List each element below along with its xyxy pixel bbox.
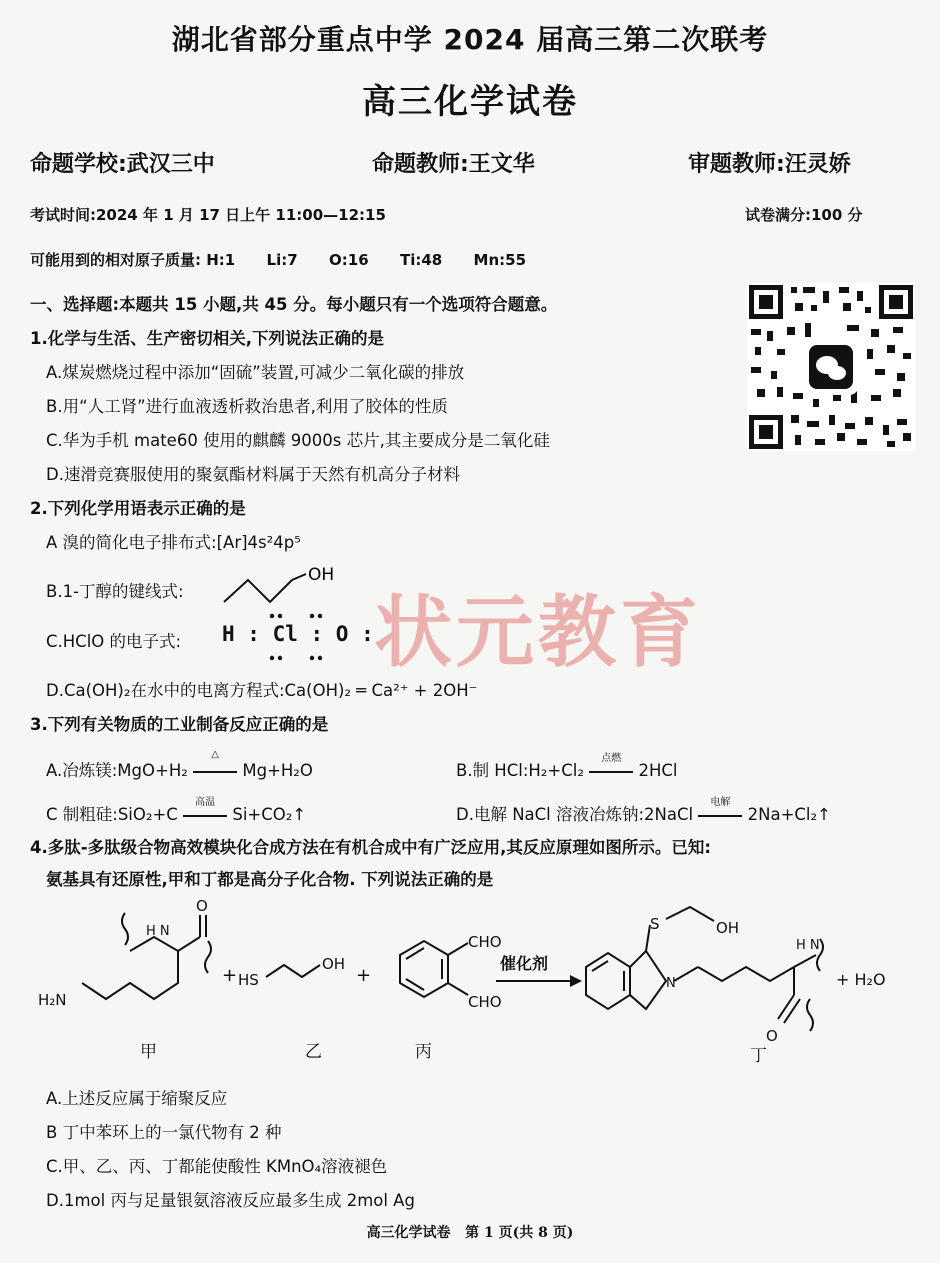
catalyst-label: 催化剂 bbox=[500, 954, 549, 973]
paper-subtitle: 高三化学试卷 bbox=[362, 82, 578, 122]
section-heading: 一、选择题:本题共 15 小题,共 45 分。每小题只有一个选项符合题意。 bbox=[30, 295, 558, 314]
q2-option-a: A 溴的简化电子排布式:[Ar]4s²4p⁵ bbox=[46, 533, 301, 552]
q2-stem: 2.下列化学用语表示正确的是 bbox=[30, 499, 246, 518]
lone-pair-dots bbox=[250, 612, 340, 662]
q3-option-a: A.冶炼镁:MgO+H₂ △ Mg+H₂O bbox=[46, 749, 313, 780]
compound-ding bbox=[586, 907, 823, 1031]
compound-yi bbox=[266, 965, 320, 977]
label-ding: 丁 bbox=[750, 1046, 767, 1066]
reaction-arrow bbox=[570, 975, 582, 987]
n-label: N bbox=[666, 976, 676, 991]
plus-1: + bbox=[222, 965, 238, 986]
watermark: 状元教育 bbox=[374, 588, 703, 678]
reviewer: 审题教师:汪灵娇 bbox=[688, 152, 851, 177]
exam-title: 湖北省部分重点中学 2024 届高三第二次联考 bbox=[171, 23, 769, 56]
nh-h: H N bbox=[146, 924, 170, 939]
carbonyl-o: O bbox=[196, 897, 208, 915]
reaction-scheme bbox=[30, 895, 910, 1075]
exam-time: 考试时间:2024 年 1 月 17 日上午 11:00—12:15 bbox=[30, 206, 386, 224]
q4-stem-line2: 氨基具有还原性,甲和丁都是高分子化合物. 下列说法正确的是 bbox=[46, 870, 494, 889]
atomic-masses: 可能用到的相对原子质量: H:1 Li:7 O:16 Ti:48 Mn:55 bbox=[30, 251, 527, 269]
electrolysis-condition: 电解 bbox=[710, 797, 731, 808]
school: 命题学校:武汉三中 bbox=[30, 152, 215, 177]
oh-ding-label: OH bbox=[716, 919, 740, 937]
ignite-condition: 点燃 bbox=[601, 753, 622, 764]
o-ding-label: O bbox=[766, 1027, 778, 1045]
br-electron-config: [Ar]4s²4p⁵ bbox=[216, 533, 301, 552]
hclo-electron-formula: H : Cl : O : bbox=[222, 622, 374, 646]
butanol-skeletal-formula bbox=[218, 560, 338, 610]
page-footer: 高三化学试卷 第 1 页(共 8 页) bbox=[366, 1225, 574, 1241]
nh-ding: H N bbox=[796, 938, 820, 953]
water-product: + H₂O bbox=[836, 970, 886, 989]
q4-option-b: B 丁中苯环上的一氯代物有 2 种 bbox=[46, 1123, 282, 1142]
label-bing: 丙 bbox=[415, 1042, 432, 1062]
hs-label: HS bbox=[238, 971, 259, 989]
compound-bing bbox=[400, 941, 468, 997]
s-label: S bbox=[650, 915, 660, 933]
q1-stem: 1.化学与生活、生产密切相关,下列说法正确的是 bbox=[30, 329, 385, 348]
q1-option-c: C.华为手机 mate60 使用的麒麟 9000s 芯片,其主要成分是二氧化硅 bbox=[46, 431, 550, 450]
q2-option-d: D.Ca(OH)₂在水中的电离方程式:Ca(OH)₂ ═ Ca²⁺ + 2OH⁻ bbox=[46, 681, 478, 700]
q1-option-d: D.速滑竞赛服使用的聚氨酯材料属于天然有机高分子材料 bbox=[46, 465, 460, 484]
q3-stem: 3.下列有关物质的工业制备反应正确的是 bbox=[30, 715, 329, 734]
q4-stem-line1: 4.多肽-多肽级合物高效模块化合成方法在有机合成中有广泛应用,其反应原理如图所示。已知: bbox=[30, 838, 711, 857]
q3-option-b: B.制 HCl:H₂+Cl₂ 点燃 2HCl bbox=[456, 757, 677, 781]
q4-option-d: D.1mol 丙与足量银氨溶液反应最多生成 2mol Ag bbox=[46, 1191, 415, 1210]
plus-2: + bbox=[356, 965, 372, 986]
q4-option-a: A.上述反应属于缩聚反应 bbox=[46, 1089, 228, 1108]
ionization-equation: Ca(OH)₂ ═ Ca²⁺ + 2OH⁻ bbox=[284, 681, 478, 700]
q2-option-b: B.1-丁醇的键线式: bbox=[46, 582, 184, 601]
q1-option-b: B.用“人工肾”进行血液透析救治患者,利用了胶体的性质 bbox=[46, 397, 448, 416]
heat-condition: △ bbox=[211, 749, 219, 760]
oh-label: OH bbox=[308, 565, 335, 585]
high-temp-condition: 高温 bbox=[195, 797, 216, 808]
cho-1: CHO bbox=[468, 933, 502, 951]
q2-option-c: C.HClO 的电子式: bbox=[46, 632, 182, 651]
label-yi: 乙 bbox=[305, 1042, 322, 1062]
q3-option-c: C 制粗硅:SiO₂+C 高温 Si+CO₂↑ bbox=[46, 801, 306, 825]
q3-option-d: D.电解 NaCl 溶液冶炼钠:2NaCl 电解 2Na+Cl₂↑ bbox=[456, 801, 831, 825]
q1-option-a: A.煤炭燃烧过程中添加“固硫”装置,可减少二氧化碳的排放 bbox=[46, 363, 465, 382]
full-score: 试卷满分:100 分 bbox=[745, 206, 863, 224]
setter: 命题教师:王文华 bbox=[372, 152, 535, 177]
oh-yi-label: OH bbox=[322, 955, 346, 973]
q4-option-c: C.甲、乙、丙、丁都能使酸性 KMnO₄溶液褪色 bbox=[46, 1157, 388, 1176]
h2n-label: H₂N bbox=[38, 991, 67, 1009]
label-jia: 甲 bbox=[140, 1042, 157, 1062]
qr-code bbox=[747, 283, 915, 451]
cho-2: CHO bbox=[468, 993, 502, 1011]
